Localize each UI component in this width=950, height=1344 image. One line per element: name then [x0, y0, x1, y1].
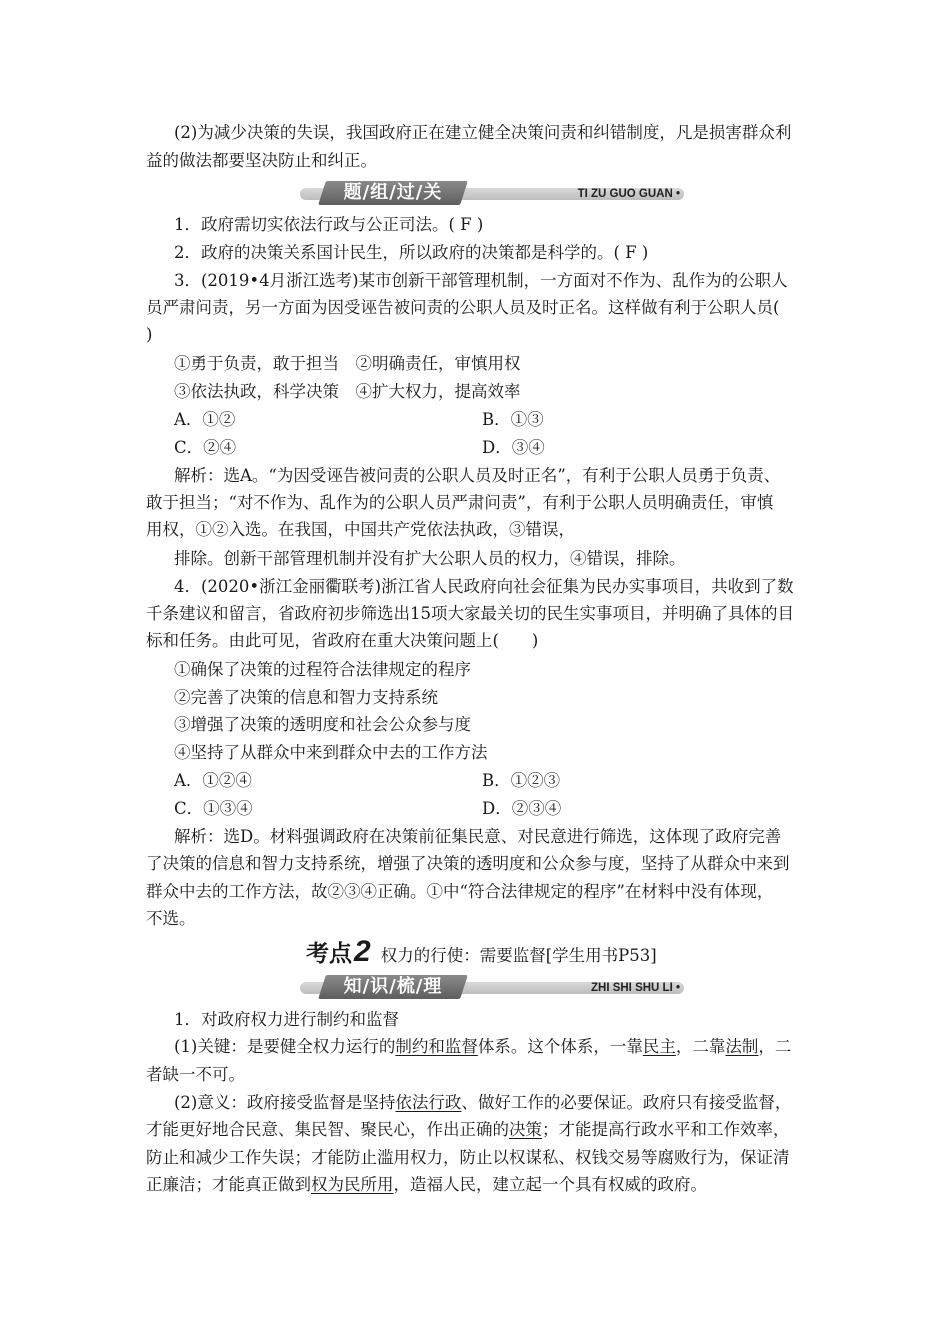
- section-banner-zhishishuli: [300, 975, 684, 999]
- question-4-statement-3: ③增强了决策的透明度和社会公众参与度: [174, 715, 471, 734]
- question-3-option-a: A．①②: [174, 410, 236, 429]
- question-3-answer-4: 排除。创新干部管理机制并没有扩大公职人员的权力，④错误，排除。: [174, 549, 686, 568]
- intro-line-2: 益的做法都要坚决防止和纠正。: [146, 151, 377, 170]
- question-4-option-c: C．①③④: [174, 799, 253, 818]
- blank-answer: 民主: [642, 1037, 676, 1056]
- question-4-answer-2: 了决策的信息和智力支持系统，增强了决策的透明度和公众参与度，坚持了从群众中来到: [146, 854, 790, 873]
- question-4-answer-3: 群众中去的工作方法，故②③④正确。①中“符合法律规定的程序”在材料中没有体现，: [146, 882, 774, 901]
- question-3-line-2: 员严肃问责，另一方面为因受诬告被问责的公职人员及时正名。这样做有利于公职人员(: [146, 298, 780, 317]
- question-4-statement-1: ①确保了决策的过程符合法律规定的程序: [174, 660, 471, 679]
- question-3-answer-2: 敢于担当；“对不作为、乱作为的公职人员严肃问责”，有利于公职人员明确责任，审慎: [146, 493, 774, 512]
- question-4-line-2: 千条建议和留言，省政府初步筛选出15项大家最关切的民生实事项目，并明确了具体的目: [146, 604, 794, 623]
- question-3-answer-1: 解析：选A。“为因受诬告被问责的公职人员及时正名”，有利于公职人员勇于负责、: [174, 466, 781, 485]
- kaodian-label: 考点: [306, 941, 352, 967]
- knowledge-1-para-1-cont: 者缺一不可。: [146, 1065, 245, 1084]
- question-3-statements-2: ③依法执政，科学决策 ④扩大权力，提高效率: [174, 382, 521, 401]
- question-3-option-c: C．②④: [174, 438, 237, 457]
- knowledge-1-para-2-line-2: 才能更好地合民意、集民智、聚民心，作出正确的决策；才能提高行政水平和工作效率，: [146, 1120, 790, 1139]
- question-4-statement-2: ②完善了决策的信息和智力支持系统: [174, 688, 438, 707]
- banner-label: 知/识/梳/理: [343, 976, 443, 997]
- kaodian-heading: [306, 935, 657, 971]
- blank-answer: 制约和监督: [395, 1037, 478, 1056]
- question-4-answer-4: 不选。: [146, 909, 196, 928]
- question-4-line-3: 标和任务。由此可见，省政府在重大决策问题上( ): [146, 631, 539, 650]
- banner-english: ZHI SHI SHU LI •: [590, 982, 680, 994]
- question-4-option-a: A．①②④: [174, 771, 252, 790]
- question-3-answer-3: 用权，①②入选。在我国，中国共产党依法执政，③错误，: [146, 520, 575, 539]
- question-4-line-1: 4．(2020•浙江金丽衢联考)浙江省人民政府向社会征集为民办实事项目，共收到了数: [174, 577, 794, 596]
- intro-line-1: (2)为减少决策的失误，我国政府正在建立健全决策问责和纠错制度，凡是损害群众利: [174, 123, 792, 142]
- question-3-statements-1: ①勇于负责，敢于担当 ②明确责任，审慎用权: [174, 354, 521, 373]
- knowledge-1-para-2-line-4: 正廉洁；才能真正做到权为民所用，造福人民，建立起一个具有权威的政府。: [146, 1175, 707, 1194]
- question-3-option-b: B．①③: [482, 410, 544, 429]
- knowledge-1-para-1: (1)关键：是要健全权力运行的制约和监督体系。这个体系，一靠民主，二靠法制，二: [174, 1037, 792, 1056]
- banner-label: 题/组/过/关: [343, 182, 443, 203]
- question-4-option-b: B．①②③: [482, 771, 561, 790]
- question-3-line-1: 3．(2019•4月浙江选考)某市创新干部管理机制，一方面对不作为、乱作为的公职人: [174, 271, 788, 290]
- knowledge-1-para-2-line-3: 防止和减少工作失误；才能防止滥用权力，防止以权谋私、权钱交易等腐败行为，保证清: [146, 1148, 790, 1167]
- knowledge-1-title: 1．对政府权力进行制约和监督: [174, 1010, 399, 1029]
- question-4-answer-1: 解析：选D。材料强调政府在决策前征集民意、对民意进行筛选，这体现了政府完善: [174, 827, 782, 846]
- question-3-line-3: ): [146, 325, 153, 344]
- question-3-option-d: D．③④: [482, 438, 545, 457]
- section-banner-tizuguoguan: [300, 181, 684, 205]
- kaodian-title: 权力的行使：需要监督[学生用书P53]: [380, 946, 657, 965]
- question-4-statement-4: ④坚持了从群众中来到群众中去的工作方法: [174, 743, 488, 762]
- question-1: 1．政府需切实依法行政与公正司法。( F ): [174, 215, 484, 234]
- blank-answer: 依法行政: [395, 1093, 462, 1112]
- knowledge-1-para-2: (2)意义：政府接受监督是坚持依法行政、做好工作的必要保证。政府只有接受监督，: [174, 1093, 792, 1112]
- question-2: 2．政府的决策关系国计民生，所以政府的决策都是科学的。( F ): [174, 243, 649, 262]
- blank-answer: 法制: [725, 1037, 759, 1056]
- blank-answer: 决策: [509, 1120, 542, 1139]
- question-4-option-d: D．②③④: [482, 799, 562, 818]
- kaodian-number: 2: [354, 935, 371, 968]
- blank-answer: 权为民所用: [311, 1175, 394, 1194]
- banner-english: TI ZU GUO GUAN •: [577, 188, 680, 200]
